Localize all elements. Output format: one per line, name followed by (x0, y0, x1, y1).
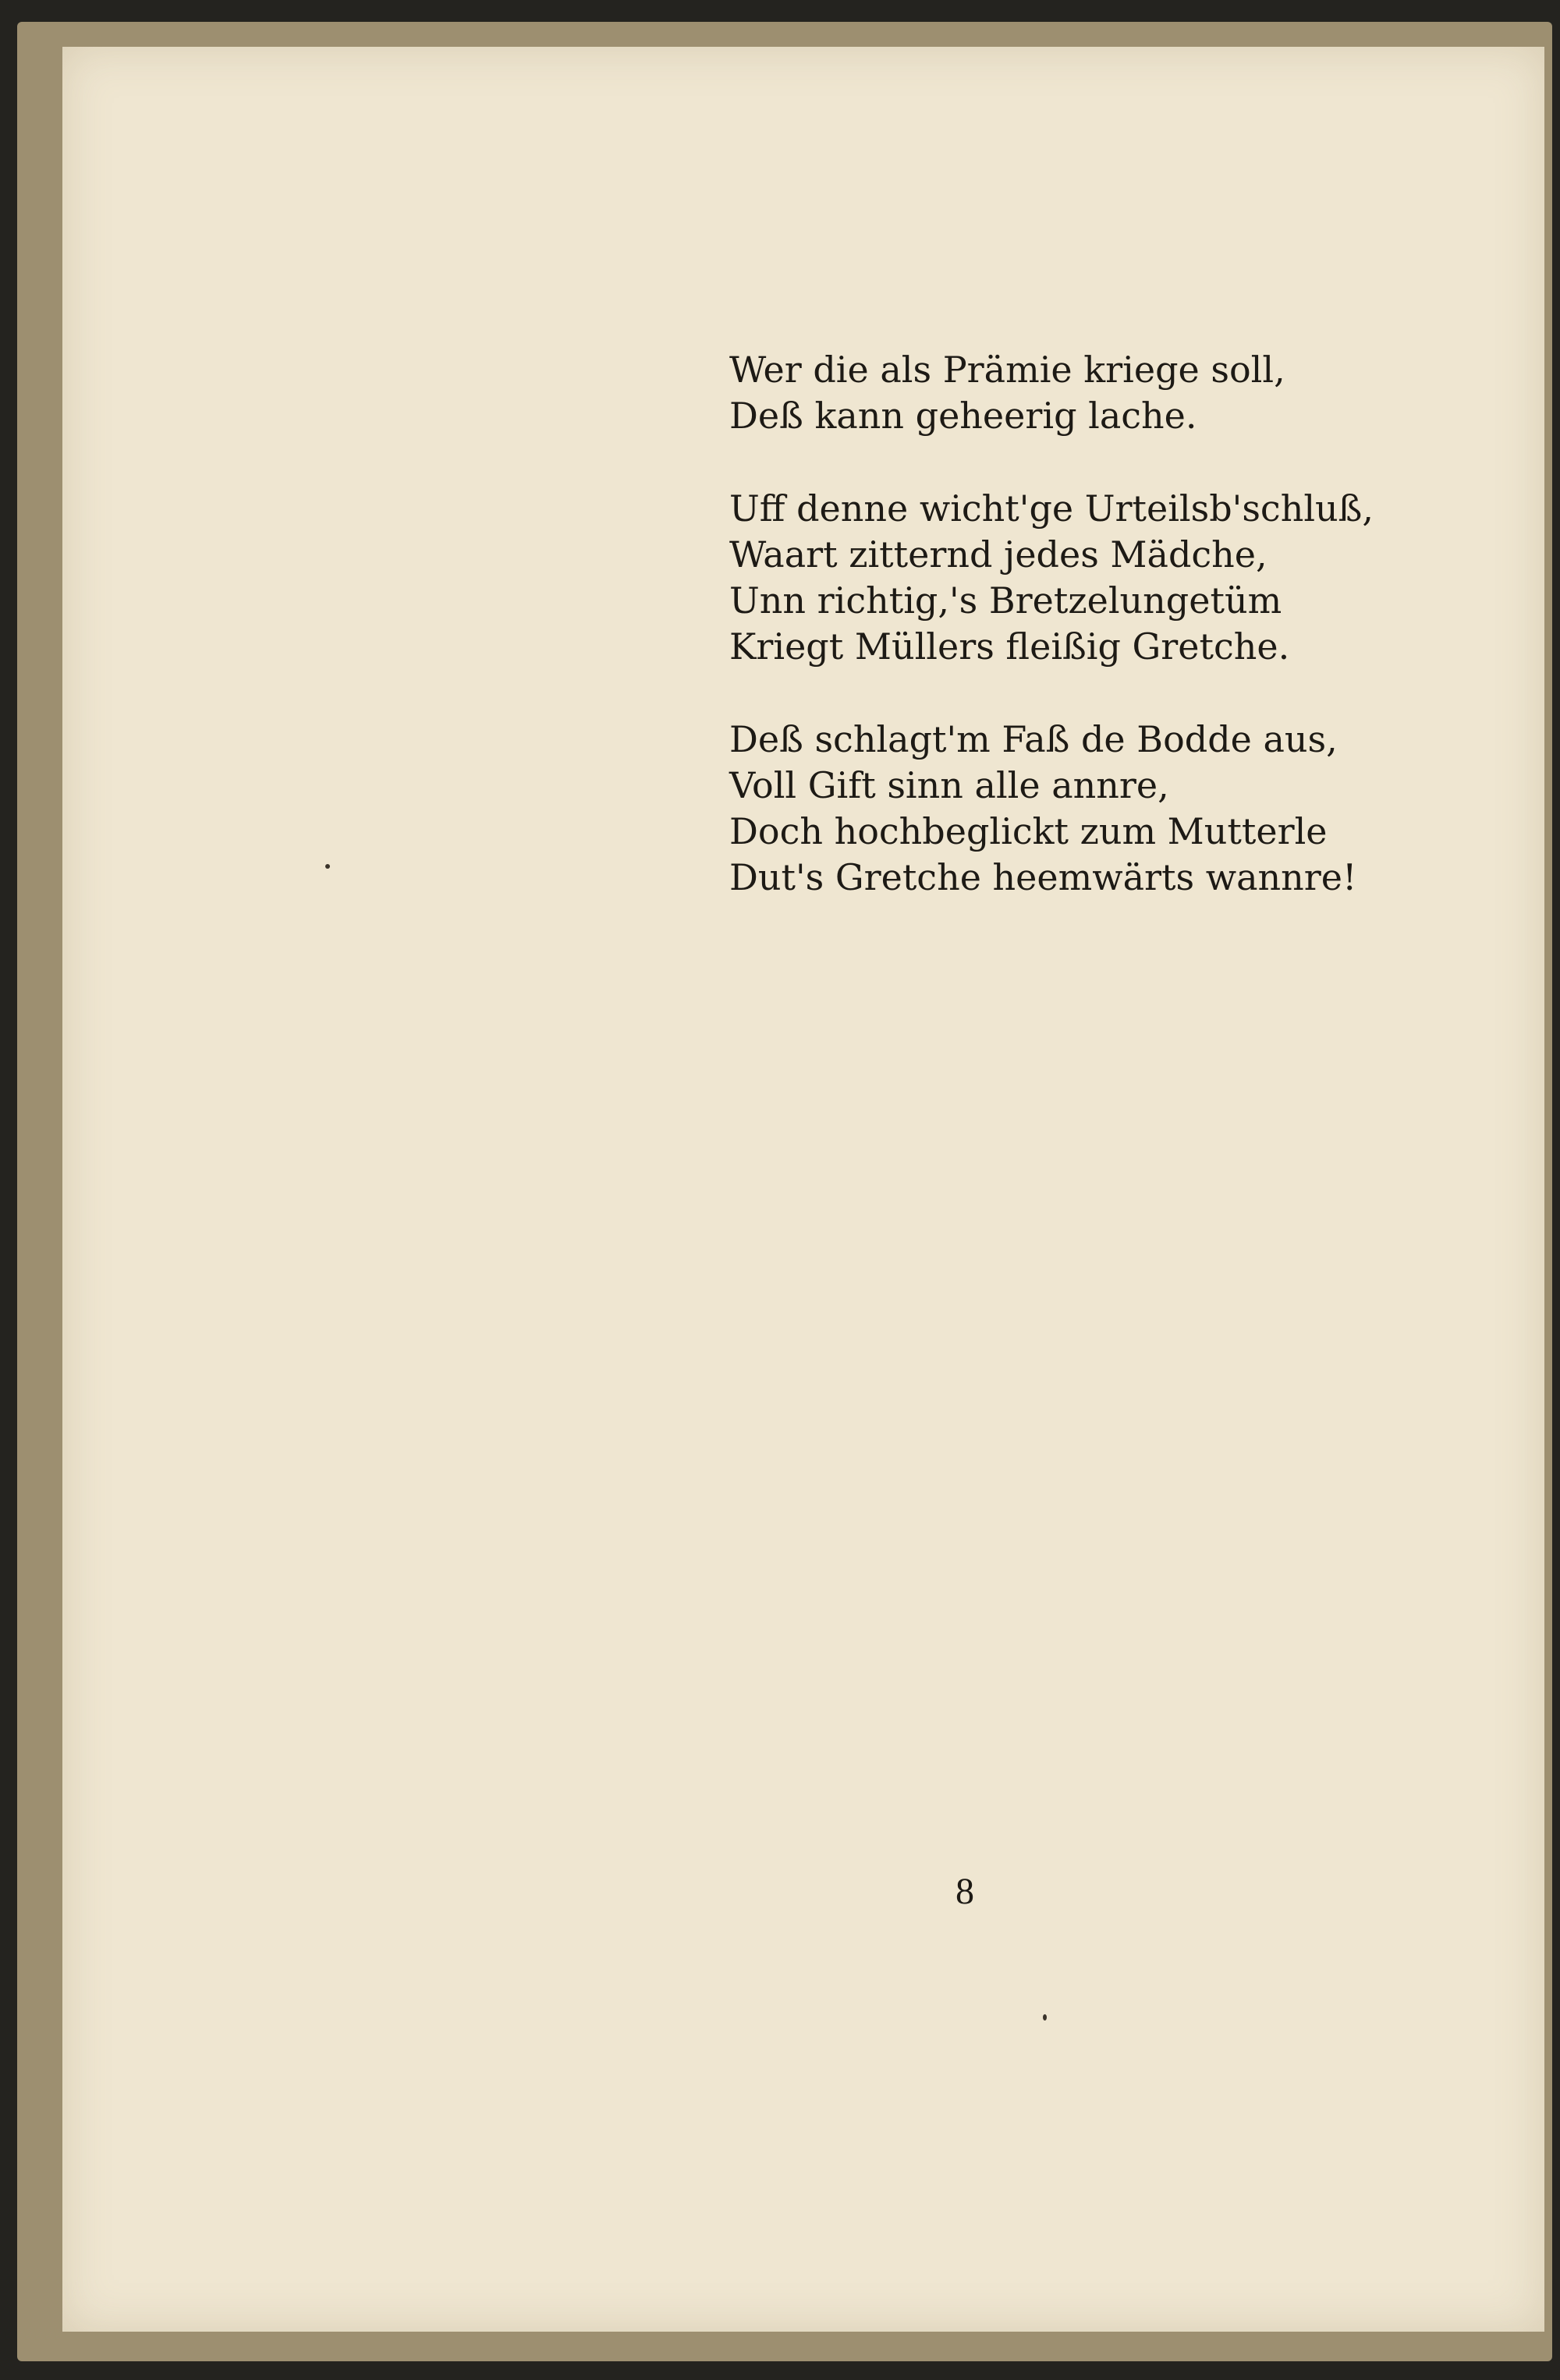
poem-line: Doch hochbeglickt zum Mutterle (729, 810, 1328, 852)
poem-line: Voll Gift sinn alle annre, (729, 764, 1169, 806)
poem (729, 347, 1374, 947)
page-number: 8 (956, 1871, 974, 1912)
poem-line: Unn richtig,'s Bretzelungetüm (729, 579, 1282, 622)
stanza-1 (729, 347, 1353, 439)
poem-line: Dut's Gretche heemwärts wannre! (729, 856, 1357, 898)
poem-line: Deß kann geheerig lache. (729, 395, 1197, 437)
poem-line: Wer die als Prämie kriege soll, (729, 349, 1285, 391)
poem-line: Kriegt Müllers fleißig Gretche. (729, 625, 1290, 668)
stanza-2 (729, 486, 1374, 670)
ink-speck (1043, 2014, 1047, 2021)
ink-speck (325, 864, 330, 869)
poem-line: Deß schlagt'm Faß de Bodde aus, (729, 718, 1338, 760)
stanza-3 (729, 717, 1357, 901)
poem-line: Waart zitternd jedes Mädche, (729, 533, 1268, 576)
poem-line: Uff denne wicht'ge Urteilsb'schluß, (729, 487, 1374, 529)
